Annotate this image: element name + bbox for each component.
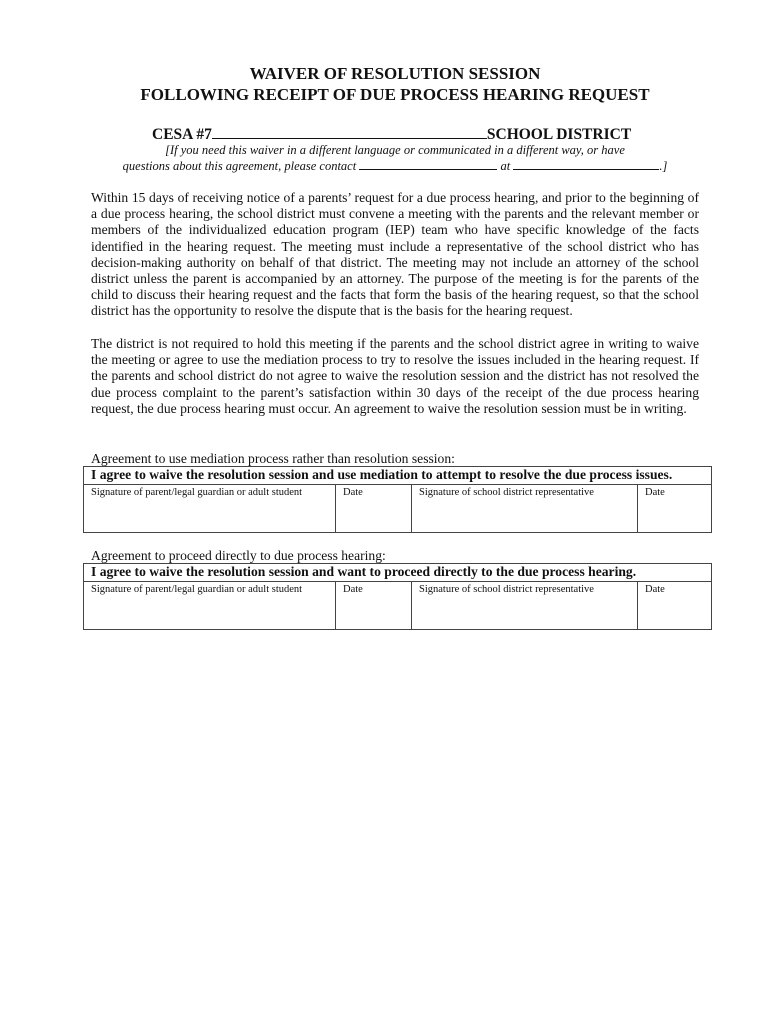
hearing-signature-table [83,563,712,630]
mediation-statement: I agree to waive the resolution session and use mediation to attempt to resolve the due process issues. [84,467,712,485]
document-title-line2: FOLLOWING RECEIPT OF DUE PROCESS HEARING REQUEST [140,85,650,104]
district-prefix: CESA #7 [152,126,212,143]
district-name-blank[interactable] [212,124,487,139]
parent-date-field[interactable]: Date [336,485,412,533]
district-line [152,124,631,144]
contact-name-blank[interactable] [359,158,497,170]
parent-date-field[interactable]: Date [336,582,412,630]
district-suffix: SCHOOL DISTRICT [486,126,632,143]
hearing-statement: I agree to waive the resolution session and want to proceed directly to the due process hearing. [84,564,712,582]
mediation-signature-row [84,485,712,533]
note-contact-text: questions about this agreement, please contact [122,159,357,173]
paragraph-resolution-meeting: Within 15 days of receiving notice of a parents’ request for a due process hearing, and prior to the beginning of a due process hearing, the school district must convene a meeting with the parents and the relevant member or members of the individualized education program (IEP) team who have specific knowledge of the facts identified in the hearing request. The meeting must include a representative of the school district who has decision-making authority on behalf of that district. The meeting may not include an attorney of the school district unless the parent is accompanied by an attorney. The purpose of the meeting is for the parents of the child to discuss their hearing request and the facts that form the basis of the hearing request, so that the school district has the opportunity to resolve the dispute that is the basis for the hearing request. [91,190,699,319]
contact-phone-blank[interactable] [513,158,659,170]
hearing-signature-row [84,582,712,630]
paragraph-waiver-conditions: The district is not required to hold this meeting if the parents and the school district agree in writing to waive the meeting or agree to use the mediation process to try to resolve the issues included in the hearing request. If the parents and school district do not agree to waive the resolution session and the district has not resolved the due process complaint to the parent’s satisfaction within 30 days of the receipt of the due process hearing request, the due process hearing must occur. An agreement to waive the resolution session must be in writing. [91,336,699,416]
mediation-agreement-lead: Agreement to use mediation process rather than resolution session: [91,451,455,466]
mediation-signature-table [83,466,712,533]
note-at-text: at [500,159,511,173]
document-title-line1: WAIVER OF RESOLUTION SESSION [249,64,541,83]
note-end-text: .] [659,159,668,173]
district-signature-field[interactable]: Signature of school district representative [412,485,638,533]
accessibility-note-line1: [If you need this waiver in a different language or communicated in a different way, or have [165,143,625,157]
accessibility-note-line2 [0,158,770,174]
hearing-agreement-lead: Agreement to proceed directly to due process hearing: [91,548,386,563]
parent-signature-field[interactable]: Signature of parent/legal guardian or adult student [84,582,336,630]
parent-signature-field[interactable]: Signature of parent/legal guardian or adult student [84,485,336,533]
district-date-field[interactable]: Date [638,485,712,533]
district-date-field[interactable]: Date [638,582,712,630]
district-signature-field[interactable]: Signature of school district representative [412,582,638,630]
